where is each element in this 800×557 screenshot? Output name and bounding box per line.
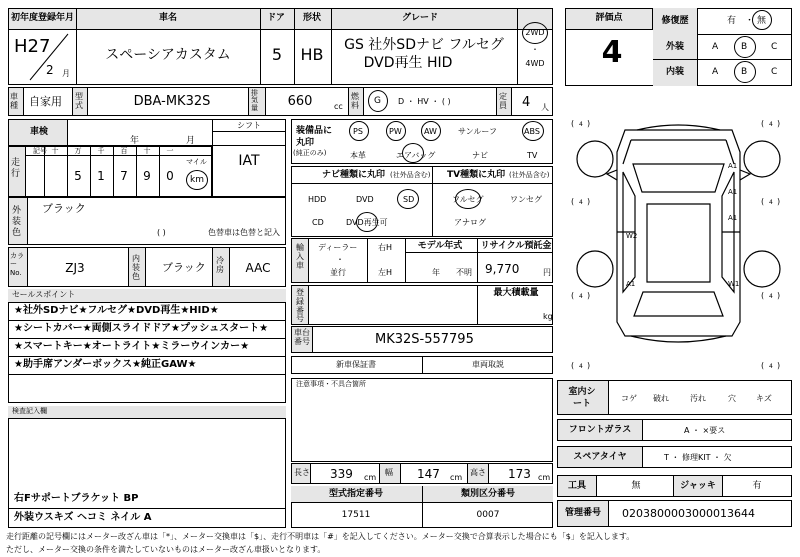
handle-right: 右H [378,243,393,252]
handle-left: 左H [378,268,393,277]
svg-text:(: ( [571,197,575,206]
svg-text:): ) [777,197,781,206]
mileage-unit-5: 十 [143,147,151,155]
inspector-box [8,406,286,528]
notes-label: 注意事項・不具合箇所 [296,380,366,388]
type-no-label: 型式指定番号 [328,489,384,499]
recycle-value: 9,770 [485,262,520,276]
svg-text:(: ( [571,361,575,370]
mileage-unit-4: 百 [120,147,128,155]
svg-text:): ) [587,291,591,300]
manual-label: 車両取説 [472,360,504,369]
length-unit: cm [364,473,377,482]
mileage-unit-6: 一 [166,147,174,155]
interior-label: 内装 [665,67,685,77]
diagram-a1-right-2: A1 [728,188,738,196]
equip-airbag: エアバッグ [396,151,436,160]
equip-leather: 本革 [350,151,366,160]
mileage-digit-3: 7 [120,169,128,183]
svg-text:): ) [587,119,591,128]
diagram-w2: W2 [626,232,638,240]
int-color-label: 内装色 [132,254,140,282]
mileage-unit-1: 十 [51,147,59,155]
grade-line1: GS 社外SDナビ フルセグ [344,37,504,53]
type-value: 自家用 [29,95,62,108]
row2-box [8,87,553,116]
navi-hdd: HDD [308,195,327,204]
color-no-label: カラーNo. [10,252,24,277]
import-parallel: 並行 [330,268,346,277]
color-no-value: ZJ3 [65,261,85,275]
type-no-value: 17511 [341,510,371,520]
mileage-label: 走行 [11,158,21,179]
first-reg-month: 2 [46,63,54,77]
mileage-km: km [190,175,204,185]
grade-line2: DVD再生 HID [363,55,453,71]
inspection-year: 年 [130,136,140,146]
svg-text:(: ( [761,361,765,370]
jack-value: 有 [752,481,762,491]
color-paren: ( ) [157,228,166,237]
seat-item-4: 穴 [728,394,736,403]
capacity-unit: 人 [541,103,549,112]
repair-dot: ・ [745,16,755,26]
svg-text:4: 4 [769,363,773,370]
max-load-label: 最大積載量 [493,288,539,298]
notes-box [291,378,553,462]
svg-text:): ) [777,291,781,300]
mileage-unit-2: 万 [74,147,82,155]
mileage-digit-1: 5 [74,169,82,183]
tv-analog: アナログ [454,218,486,227]
interior-b: B [741,67,748,77]
tv-fullseg: フルセグ [452,195,484,204]
svg-text:4: 4 [579,363,583,370]
fuel-g: G [374,96,381,106]
exterior-c: C [771,42,778,52]
drive-4wd: 4WD [525,59,545,68]
svg-text:4: 4 [579,293,583,300]
svg-text:): ) [777,119,781,128]
exterior-b: B [741,42,748,52]
diagram-a1-right-3: A1 [728,214,738,222]
sales-line-3: ★スマートキー★オートライト★ミラーウインカー★ [14,341,250,352]
mgmt-value: 0203800003000013644 [622,507,755,520]
windshield-label: フロントガラス [568,425,632,435]
grade-header: グレード [401,13,439,23]
svg-text:(: ( [571,119,575,128]
inspector-label: 検査記入欄 [12,407,47,415]
import-dealer: ディーラー [318,243,358,252]
class-no-label: 類別区分番号 [460,489,516,499]
svg-text:(: ( [761,197,765,206]
sales-line-4: ★助手席アンダーボックス★純正GAW★ [14,359,197,370]
ac-value: AAC [245,261,271,275]
disp-unit: cc [334,102,343,111]
length-value: 339 [330,467,353,481]
model-year-unknown: 不明 [456,268,472,277]
height-unit: cm [538,473,551,482]
length-label: 長さ [294,468,310,477]
inspector-line-1: 右Fサポートブラケット BP [14,493,139,504]
svg-text:4: 4 [579,199,583,206]
shape-header: 形状 [302,13,322,23]
spare-value: T ・ 修理KIT ・ 欠 [664,453,732,462]
jack-label: ジャッキ [680,481,716,491]
interior-a: A [712,67,719,77]
exterior-label: 外装 [665,42,685,52]
equip-navi: ナビ [472,151,488,160]
first-reg-era: H27 [14,36,51,57]
mileage-digit-2: 1 [97,169,105,183]
equip-label: 装備品に丸印 [296,126,333,148]
doors-header: ドア [267,13,285,23]
first-reg-header: 初年度登録年月 [11,13,75,23]
mileage-sub: 記号 [33,147,47,155]
diagram-a1-left: A1 [626,280,636,288]
equip-sub: (純正のみ) [293,149,327,157]
width-value: 147 [417,467,440,481]
import-label: 輸入車 [296,243,304,271]
equip-tv: TV [527,151,538,160]
class-no-value: 0007 [476,510,500,520]
svg-text:(: ( [761,119,765,128]
svg-text:): ) [587,197,591,206]
drive-dot: ・ [531,45,539,54]
tools-value: 無 [631,481,641,491]
sales-label: セールスポイント [12,290,76,299]
width-label: 幅 [385,468,393,477]
chassis-value: MK32S-557795 [375,332,474,347]
navi-sd: SD [403,195,415,204]
tv-label: TV種類に丸印 [447,170,506,180]
fuel-label: 燃料 [351,92,359,110]
drive-2wd: 2WD [525,28,545,37]
repair-no: 無 [757,16,767,26]
shift-value: IAT [238,153,260,169]
svg-text:): ) [587,361,591,370]
seat-item-5: キズ [756,394,772,403]
model-year-year: 年 [432,268,440,277]
navi-sub: (社外品含む) [390,171,431,179]
sales-line-2: ★シートカバー★両側スライドドア★プッシュスタート★ [14,323,269,334]
equip-sunroof: サンルーフ [458,127,497,136]
color-no-box [8,247,286,287]
footer-line-2: ただし、メーター交換の条件を満たしていないものはメーター改ざん車扱いとなります。 [6,545,326,554]
first-reg-month-unit: 月 [62,69,70,78]
svg-text:4: 4 [579,121,583,128]
exterior-a: A [712,42,719,52]
model-value: DBA-MK32S [133,94,211,109]
model-label: 型式 [75,92,83,110]
inspection-month: 月 [186,136,196,146]
shift-label: シフト [237,121,261,130]
navi-label: ナビ種類に丸印 [322,170,386,180]
height-value: 173 [508,467,531,481]
doors-value: 5 [271,45,283,64]
color-value: ブラック [42,202,86,215]
fuel-rest: D ・ HV ・ ( ) [398,97,451,106]
type-label: 車種 [10,92,18,110]
seat-item-3: 汚れ [690,394,706,403]
tools-label: 工具 [567,481,587,491]
car-diagram [565,92,792,376]
mileage-unit-3: 千 [97,147,105,155]
car-name-header: 車名 [158,13,178,23]
tv-sub: (社外品含む) [509,171,550,179]
rating-label: 評価点 [595,13,623,23]
shape-value: HB [300,45,324,64]
color-label: 外装色 [12,206,22,238]
navi-cd: CD [312,218,324,227]
rating-score: 4 [601,35,623,70]
svg-text:4: 4 [769,121,773,128]
seat-label: 室内シート [568,387,596,409]
navi-dvd: DVD [356,195,374,204]
repair-yes: 有 [727,16,737,26]
int-color-value: ブラック [162,261,206,274]
diagram-w1: W1 [728,280,740,288]
chassis-label: 車台番号 [294,328,310,346]
ac-label: 冷房 [216,256,224,275]
footer-line-1: 走行距離の記号欄にはメーター改ざん車は「*」、メーター交換車は「$」、走行不明車は「#」を記入してください。メーター交換で合算表示した場合にも「$」を記入します。 [6,532,635,541]
car-name-value: スペーシアカスタム [105,47,231,63]
capacity-label: 定員 [499,92,507,110]
repair-label: 修復歴 [661,16,689,26]
svg-text:4: 4 [769,199,773,206]
recycle-label: リサイクル預託金 [480,241,552,251]
disp-label: 排気量 [251,89,258,112]
equip-pw: PW [389,127,402,136]
disp-value: 660 [287,94,313,109]
color-note: 色替車は色替と記入 [208,228,280,237]
windshield-value: A ・ ×要ス [684,426,726,435]
svg-text:): ) [777,361,781,370]
tv-oneseg: ワンセグ [510,195,542,204]
max-load-unit: kg [543,312,553,321]
mgmt-label: 管理番号 [564,508,602,518]
equip-abs: ABS [524,127,540,136]
width-unit: cm [450,473,463,482]
equip-ps: PS [353,127,363,136]
spare-label: スペアタイヤ [573,452,627,462]
mileage-mile: マイル [186,158,207,166]
reg-label: 登録番号 [296,288,304,324]
mileage-digit-5: 0 [166,169,174,183]
diagram-a1-right-1: A1 [728,162,738,170]
svg-text:(: ( [571,291,575,300]
mileage-digit-4: 9 [143,169,151,183]
svg-text:(: ( [761,291,765,300]
height-label: 高さ [470,468,486,477]
navi-dvd-play: DVD再生可 [346,218,388,227]
model-year-label: モデル年式 [417,241,463,251]
sales-line-1: ★社外SDナビ★フルセグ★DVD再生★HID★ [14,305,219,316]
seat-item-1: コゲ [621,394,637,403]
seat-item-2: 破れ [653,394,669,403]
inspection-label: 車検 [30,127,49,137]
recycle-unit: 円 [543,268,551,277]
equip-aw: AW [424,127,437,136]
svg-text:4: 4 [769,293,773,300]
warranty-label: 新車保証書 [336,360,376,369]
inspector-line-2: 外装ウスキズ ヘコミ ネイル A [14,512,152,523]
interior-c: C [771,67,778,77]
capacity-value: 4 [522,95,531,110]
import-dot: ・ [336,255,344,264]
